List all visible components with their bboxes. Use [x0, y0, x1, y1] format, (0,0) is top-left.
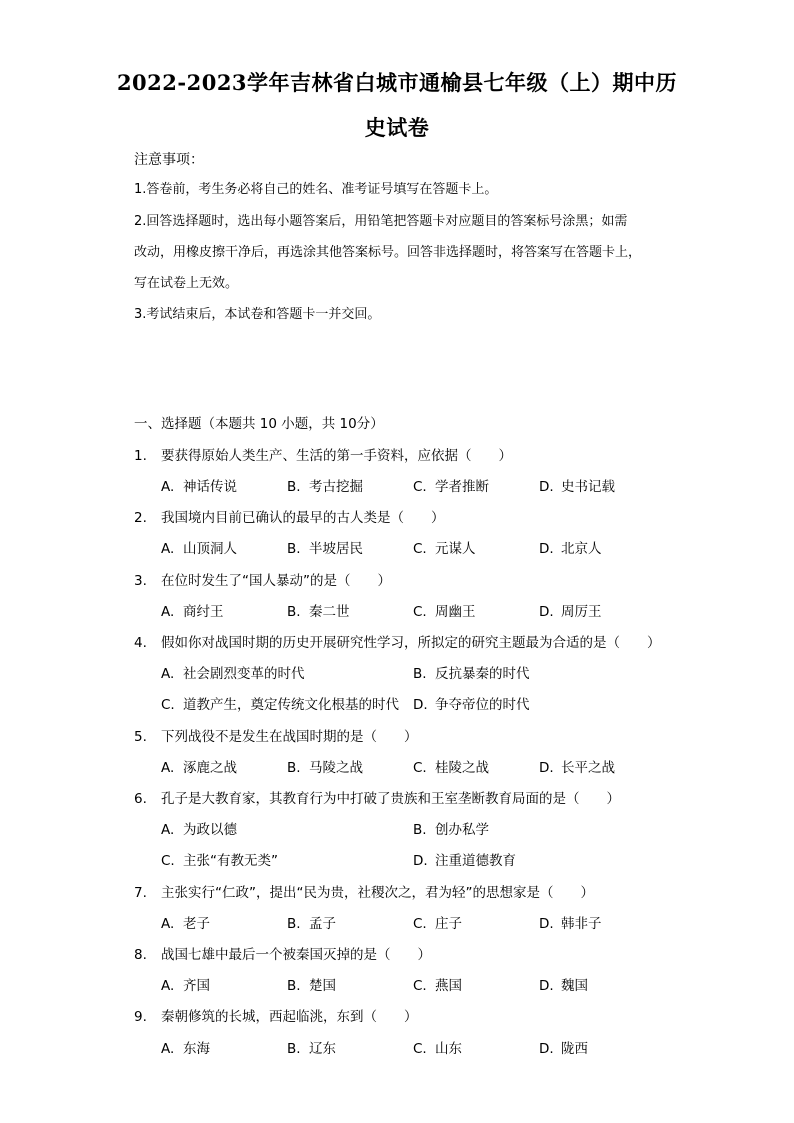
exam-title-line-1: 2022-2023学年吉林省白城市通榆县七年级（上）期中历 [116, 70, 678, 95]
option-d: D. 魏国 [539, 978, 588, 994]
option-d: D. 陇西 [539, 1041, 588, 1057]
section-heading: 一、选择题（本题共 10 小题，共 10分） [134, 416, 384, 432]
question-number: 1. [134, 448, 147, 464]
option-a: A. 社会剧烈变革的时代 [161, 666, 305, 682]
question-text: 假如你对战国时期的历史开展研究性学习，所拟定的研究主题最为合适的是（ ） [161, 635, 661, 651]
option-b: B. 马陵之战 [287, 760, 363, 776]
option-b: B. 考古挖掘 [287, 479, 363, 495]
question-number: 3. [134, 573, 147, 589]
question-number: 9. [134, 1009, 147, 1025]
question-text: 主张实行“仁政”，提出“民为贵，社稷次之，君为轻”的思想家是（ ） [161, 885, 594, 901]
notice-line-3: 改动，用橡皮擦干净后，再选涂其他答案标号。回答非选择题时，将答案写在答题卡上， [134, 245, 642, 260]
option-d: D. 北京人 [539, 541, 602, 557]
question-text: 在位时发生了“国人暴动”的是（ ） [161, 573, 391, 589]
question-number: 5. [134, 729, 147, 745]
option-c: C. 山东 [413, 1041, 462, 1057]
option-c: C. 燕国 [413, 978, 462, 994]
option-d: D. 长平之战 [539, 760, 615, 776]
question-number: 4. [134, 635, 147, 651]
option-c: C. 元谋人 [413, 541, 476, 557]
exam-title-line-2: 史试卷 [364, 115, 430, 140]
option-b: B. 辽东 [287, 1041, 336, 1057]
question-number: 7. [134, 885, 147, 901]
question-number: 6. [134, 791, 147, 807]
option-a: A. 齐国 [161, 978, 210, 994]
option-d: D. 争夺帝位的时代 [413, 697, 530, 713]
option-a: A. 老子 [161, 916, 210, 932]
option-b: B. 孟子 [287, 916, 336, 932]
option-a: A. 商纣王 [161, 604, 224, 620]
option-c: C. 周幽王 [413, 604, 476, 620]
option-d: D. 史书记载 [539, 479, 615, 495]
question-text: 孔子是大教育家，其教育行为中打破了贵族和王室垄断教育局面的是（ ） [161, 791, 620, 807]
option-c: C. 庄子 [413, 916, 462, 932]
notice-heading: 注意事项： [134, 152, 204, 168]
question-text: 下列战役不是发生在战国时期的是（ ） [161, 729, 418, 745]
option-b: B. 创办私学 [413, 822, 489, 838]
option-c: C. 桂陵之战 [413, 760, 489, 776]
question-text: 要获得原始人类生产、生活的第一手资料，应依据（ ） [161, 448, 512, 464]
option-b: B. 秦二世 [287, 604, 350, 620]
option-a: A. 山顶洞人 [161, 541, 237, 557]
option-d: D. 韩非子 [539, 916, 602, 932]
question-text: 秦朝修筑的长城，西起临洮，东到（ ） [161, 1009, 418, 1025]
option-c: C. 主张“有教无类” [161, 853, 278, 869]
question-text: 战国七雄中最后一个被秦国灭掉的是（ ） [161, 947, 431, 963]
question-number: 2. [134, 510, 147, 526]
option-d: D. 注重道德教育 [413, 853, 516, 869]
notice-line-4: 写在试卷上无效。 [134, 276, 239, 291]
option-b: B. 楚国 [287, 978, 336, 994]
notice-line-2: 2.回答选择题时，选出每小题答案后，用铅笔把答题卡对应题目的答案标号涂黑；如需 [134, 214, 628, 229]
option-a: A. 涿鹿之战 [161, 760, 237, 776]
option-c: C. 学者推断 [413, 479, 489, 495]
option-b: B. 半坡居民 [287, 541, 363, 557]
option-c: C. 道教产生，奠定传统文化根基的时代 [161, 697, 399, 713]
question-number: 8. [134, 947, 147, 963]
option-a: A. 东海 [161, 1041, 210, 1057]
option-a: A. 为政以德 [161, 822, 237, 838]
question-text: 我国境内目前已确认的最早的古人类是（ ） [161, 510, 445, 526]
option-a: A. 神话传说 [161, 479, 237, 495]
option-b: B. 反抗暴秦的时代 [413, 666, 530, 682]
notice-line-5: 3.考试结束后，本试卷和答题卡一并交回。 [134, 307, 381, 322]
option-d: D. 周厉王 [539, 604, 602, 620]
notice-line-1: 1.答卷前，考生务必将自己的姓名、准考证号填写在答题卡上。 [134, 182, 498, 197]
